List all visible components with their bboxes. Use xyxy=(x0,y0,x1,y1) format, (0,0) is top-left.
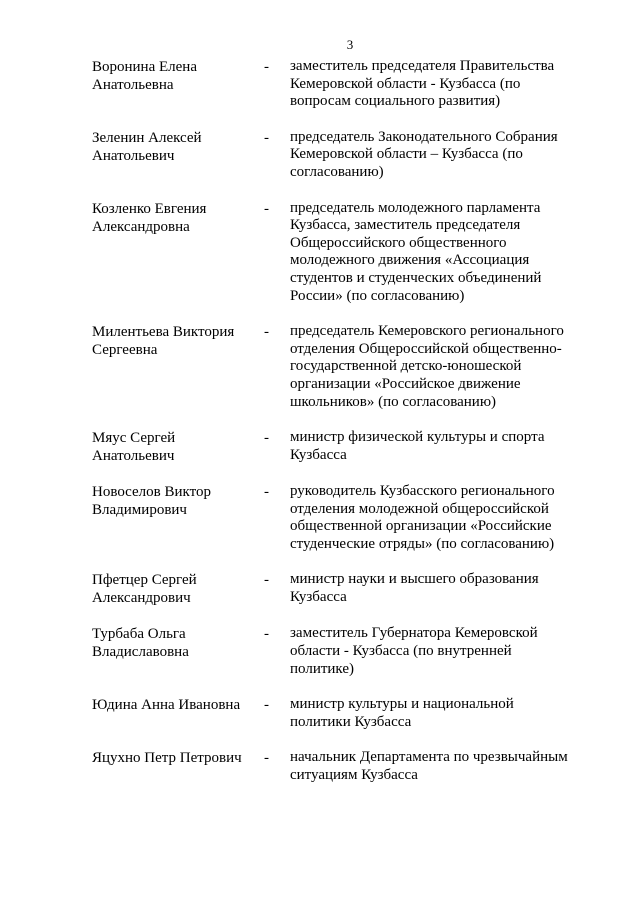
dash-separator: - xyxy=(264,697,269,714)
member-name: Козленко Евгения Александровна xyxy=(92,200,207,235)
member-name: Мяус Сергей Анатольевич xyxy=(92,430,176,465)
member-name: Воронина Елена Анатольевна xyxy=(92,59,197,93)
member-role: руководитель Кузбасского регионального отделения молодежной общероссийской общественной организации «Российские студенческие отряды» (по согласованию) xyxy=(290,483,555,552)
member-role: председатель Законодательного Собрания Кемеровской области – Кузбасса (по согласованию) xyxy=(290,128,558,180)
member-name: Пфетцер Сергей Александрович xyxy=(92,572,197,607)
member-list xyxy=(92,58,592,803)
member-role: министр науки и высшего образования Кузбасса xyxy=(290,571,539,606)
member-role: министр физической культуры и спорта Кузбасса xyxy=(290,429,545,463)
list-item xyxy=(92,429,592,465)
member-role: заместитель председателя Правительства Кемеровской области - Кузбасса (по вопросам социального развития) xyxy=(290,58,555,110)
dash-separator: - xyxy=(264,430,269,447)
list-item xyxy=(92,749,592,784)
list-item xyxy=(92,323,592,411)
list-item xyxy=(92,483,592,553)
member-role: председатель Кемеровского регионального отделения Общероссийской общественно- государственной детско-юношеской организации «Российское движение школьников» (по согласованию) xyxy=(290,323,564,410)
dash-separator: - xyxy=(264,200,269,217)
member-name: Турбаба Ольга Владиславовна xyxy=(92,626,189,661)
member-role: министр культуры и национальной политики Кузбасса xyxy=(290,696,514,730)
member-role: председатель молодежного парламента Кузбасса, заместитель председателя Общероссийского общественного молодежного движения «Ассоциация студентов и студенческих объединений России» (по согласованию) xyxy=(290,199,542,304)
dash-separator: - xyxy=(264,626,269,643)
dash-separator: - xyxy=(264,129,269,146)
list-item xyxy=(92,571,592,607)
member-name: Новоселов Виктор Владимирович xyxy=(92,484,211,519)
list-item xyxy=(92,58,592,111)
member-role: заместитель Губернатора Кемеровской области - Кузбасса (по внутренней политике) xyxy=(290,625,538,677)
list-item xyxy=(92,696,592,731)
list-item xyxy=(92,129,592,182)
dash-separator: - xyxy=(264,572,269,589)
member-name: Зеленин Алексей Анатольевич xyxy=(92,129,202,164)
dash-separator: - xyxy=(264,324,269,341)
page-number: 3 xyxy=(346,37,354,52)
member-role: начальник Департамента по чрезвычайным ситуациям Кузбасса xyxy=(290,749,568,784)
member-name: Милентьева Виктория Сергеевна xyxy=(92,324,235,359)
list-item xyxy=(92,625,592,678)
dash-separator: - xyxy=(264,484,269,501)
dash-separator: - xyxy=(264,59,269,75)
dash-separator: - xyxy=(264,750,269,767)
list-item xyxy=(92,200,592,306)
member-name: Яцухно Петр Петрович xyxy=(92,750,242,767)
member-name: Юдина Анна Ивановна xyxy=(92,697,241,714)
